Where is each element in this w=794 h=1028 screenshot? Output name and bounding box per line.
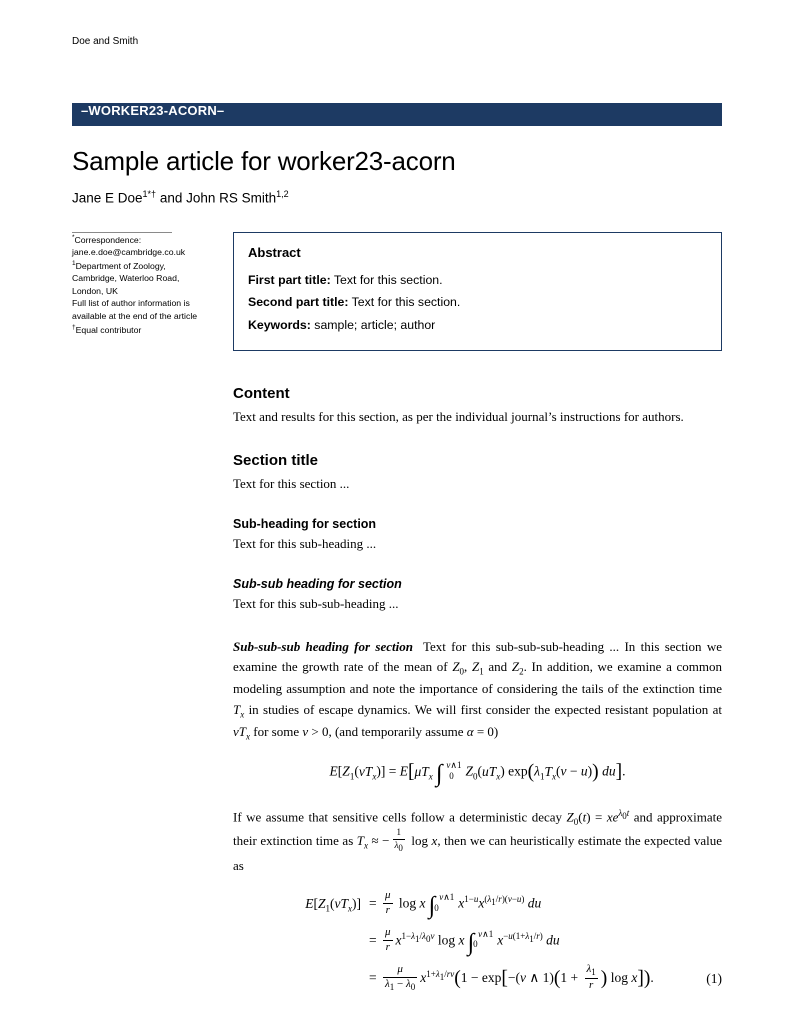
subsubsection-heading: Sub-sub heading for section	[233, 576, 402, 591]
sidebar-line-affiliation: Cambridge, Waterloo Road,	[72, 273, 180, 284]
section-heading-content: Content	[233, 385, 290, 403]
equation-row	[233, 927, 722, 957]
abstract-item-label: Second part title:	[248, 295, 349, 310]
equation-display: $E[Z_1(vT_x)] = E[\mu T_x$ ∫ v∧1 0 $Z_0(uT_x) \exp(\lambda_1T_x(v - u))$ du].	[329, 760, 626, 788]
abstract-item-label: Keywords:	[248, 317, 311, 332]
abstract-item-second-part	[248, 293, 707, 311]
paragraph-subsubsub	[233, 637, 722, 745]
paragraph-section: Text for this section ...	[233, 476, 350, 492]
equation-row	[233, 964, 722, 994]
subsection-heading: Sub-heading for section	[233, 516, 377, 531]
paragraph-content: Text and results for this section, as per the individual journal’s instructions for authors.	[233, 409, 684, 425]
sidebar-line-note: available at the end of the article	[72, 310, 198, 321]
sidebar-line-equal-contributor: †Equal contributor	[72, 323, 142, 335]
main-content	[233, 385, 722, 994]
authors-line: Jane E Doe$^{1*\dagger}$ and John RS Smith$^{1,2}$	[72, 189, 289, 206]
equation-block	[233, 890, 722, 994]
abstract-keywords	[248, 316, 707, 334]
abstract-item-label: First part title:	[248, 273, 331, 287]
abstract-title: Abstract	[248, 244, 301, 260]
sidebar-line-correspondence: *Correspondence:	[72, 233, 142, 245]
sidebar-line-affiliation: London, UK	[72, 285, 118, 296]
running-header: Doe and Smith	[72, 36, 139, 47]
paragraph-subsubsection: Text for this sub-sub-heading ...	[233, 595, 399, 611]
correspondence-email[interactable]: jane.e.doe@cambridge.co.uk	[72, 247, 186, 257]
abstract-item-text: sample; article; author	[310, 317, 436, 332]
run-in-heading: Sub-sub-sub heading for section	[233, 638, 413, 654]
run-in-text: Text for this sub-sub-sub-heading ... In this section we examine the growth rate of the mean of $Z_0$, $Z_1$ and $Z_2$. In addition, we examine a common modeling assumption and note the importance of considering the tails of the extinction time $T_x$ in studies of escape dynamics. We will first consider the expected resistant population at $vT_x$ for some v > 0, (and temporarily assume α = 0)	[233, 638, 723, 742]
header-columns	[72, 232, 722, 352]
abstract-item-first-part	[248, 271, 707, 289]
section-heading-section-title: Section title	[233, 452, 319, 470]
sidebar-line-affiliation: $^1$Department of Zoology,	[72, 259, 166, 271]
equation-lhs: $E[Z_1(vT_x)]$	[305, 896, 361, 915]
abstract-item-text: Text for this section.	[330, 273, 443, 287]
paragraph-subsection: Text for this sub-heading ...	[233, 535, 377, 551]
correspondence-sidebar	[72, 232, 217, 337]
sidebar-line-note: Full list of author information is	[72, 298, 190, 309]
paragraph-decay: If we assume that sensitive cells follow a deterministic decay $Z_0(t) = xe^{\lambda_0t}$ and approximate their extinction time as $T_x$ ≈ − $\frac{1}{\lambda_0}$ log x, then we can heuristically estimate the expected value as	[233, 808, 722, 873]
abstract-box	[233, 232, 722, 352]
abstract-item-text: Text for this section.	[348, 295, 461, 310]
equation-row	[233, 890, 722, 920]
equation-rhs: = $\frac{\mu}{\lambda_1 - \lambda_0}$ $x^{1+\lambda_1/rv}(1 - \exp[-(v$ ∧ 1)(1 + $\frac{\lambda_1}{r}$ ) log x]).	[369, 962, 654, 992]
equation-rhs: = $\frac{\mu}{r}$ $x^{1-\lambda_1/\lambda_0v}$ log x ∫ v∧1 0 $x^{-u(1+\lambda_1/r)}$ du	[369, 926, 560, 956]
equation-rhs: = $\frac{\mu}{r}$ log x ∫ v∧1 0 $x^{1-u}x^{(\lambda_1/r)(v-u)}$ du	[369, 889, 542, 920]
page-title: Sample article for worker23-acorn	[72, 146, 456, 176]
journal-banner: –WORKER23-ACORN–	[72, 103, 722, 126]
equation-number: (1)	[706, 970, 722, 986]
